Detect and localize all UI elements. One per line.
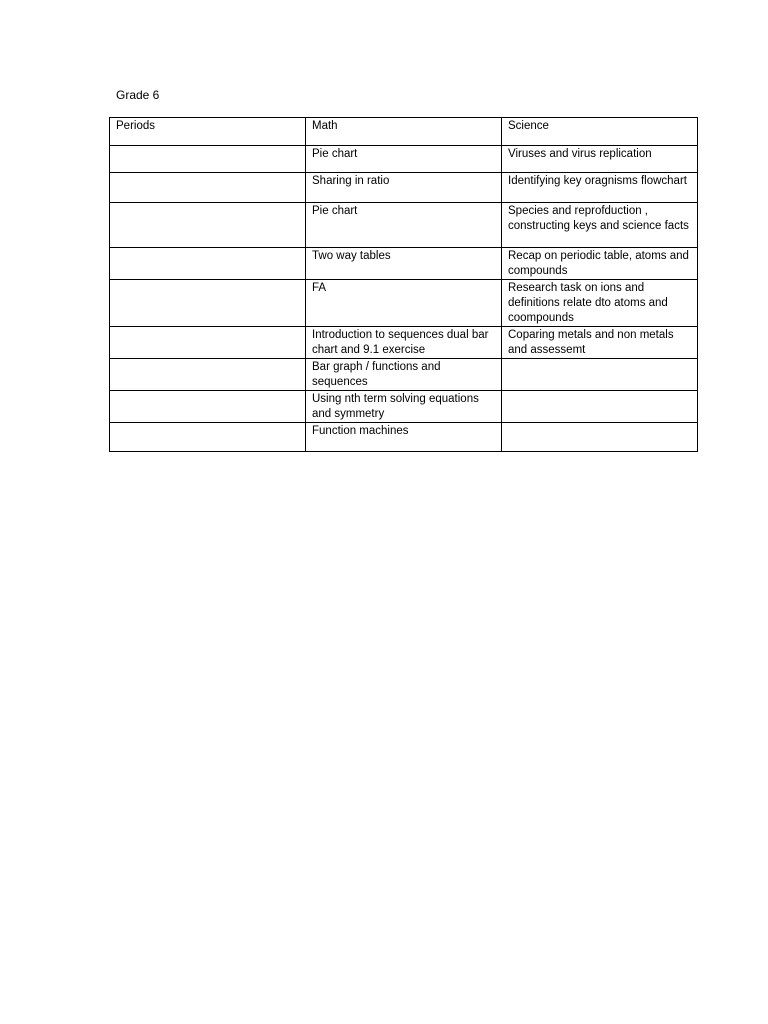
table-row <box>110 146 698 173</box>
math-cell: FA <box>306 280 502 327</box>
table-row <box>110 280 698 327</box>
document-heading: Grade 6 <box>116 88 160 102</box>
period-cell <box>110 391 306 423</box>
period-cell <box>110 203 306 248</box>
table-row <box>110 203 698 248</box>
table-header-row <box>110 118 698 146</box>
math-cell: Bar graph / functions and sequences <box>306 359 502 391</box>
science-cell: Species and reprofduction , constructing keys and science facts <box>502 203 698 248</box>
table-row <box>110 391 698 423</box>
science-cell: Research task on ions and definitions relate dto atoms and coompounds <box>502 280 698 327</box>
header-cell-periods: Periods <box>110 118 306 146</box>
science-cell: Identifying key oragnisms flowchart <box>502 173 698 203</box>
math-cell: Function machines <box>306 423 502 452</box>
header-cell-math: Math <box>306 118 502 146</box>
math-cell: Sharing in ratio <box>306 173 502 203</box>
math-cell: Pie chart <box>306 203 502 248</box>
period-cell <box>110 146 306 173</box>
science-cell <box>502 423 698 452</box>
math-cell: Introduction to sequences dual bar chart and 9.1 exercise <box>306 327 502 359</box>
period-cell <box>110 423 306 452</box>
header-cell-science: Science <box>502 118 698 146</box>
table-row <box>110 359 698 391</box>
math-cell: Using nth term solving equations and symmetry <box>306 391 502 423</box>
science-cell <box>502 359 698 391</box>
table-row <box>110 327 698 359</box>
schedule-table <box>109 117 698 452</box>
table-row <box>110 248 698 280</box>
science-cell <box>502 391 698 423</box>
table-row <box>110 173 698 203</box>
math-cell: Pie chart <box>306 146 502 173</box>
period-cell <box>110 327 306 359</box>
period-cell <box>110 280 306 327</box>
period-cell <box>110 248 306 280</box>
period-cell <box>110 359 306 391</box>
math-cell: Two way tables <box>306 248 502 280</box>
science-cell: Viruses and virus replication <box>502 146 698 173</box>
science-cell: Coparing metals and non metals and assessemt <box>502 327 698 359</box>
table-row <box>110 423 698 452</box>
period-cell <box>110 173 306 203</box>
science-cell: Recap on periodic table, atoms and compounds <box>502 248 698 280</box>
